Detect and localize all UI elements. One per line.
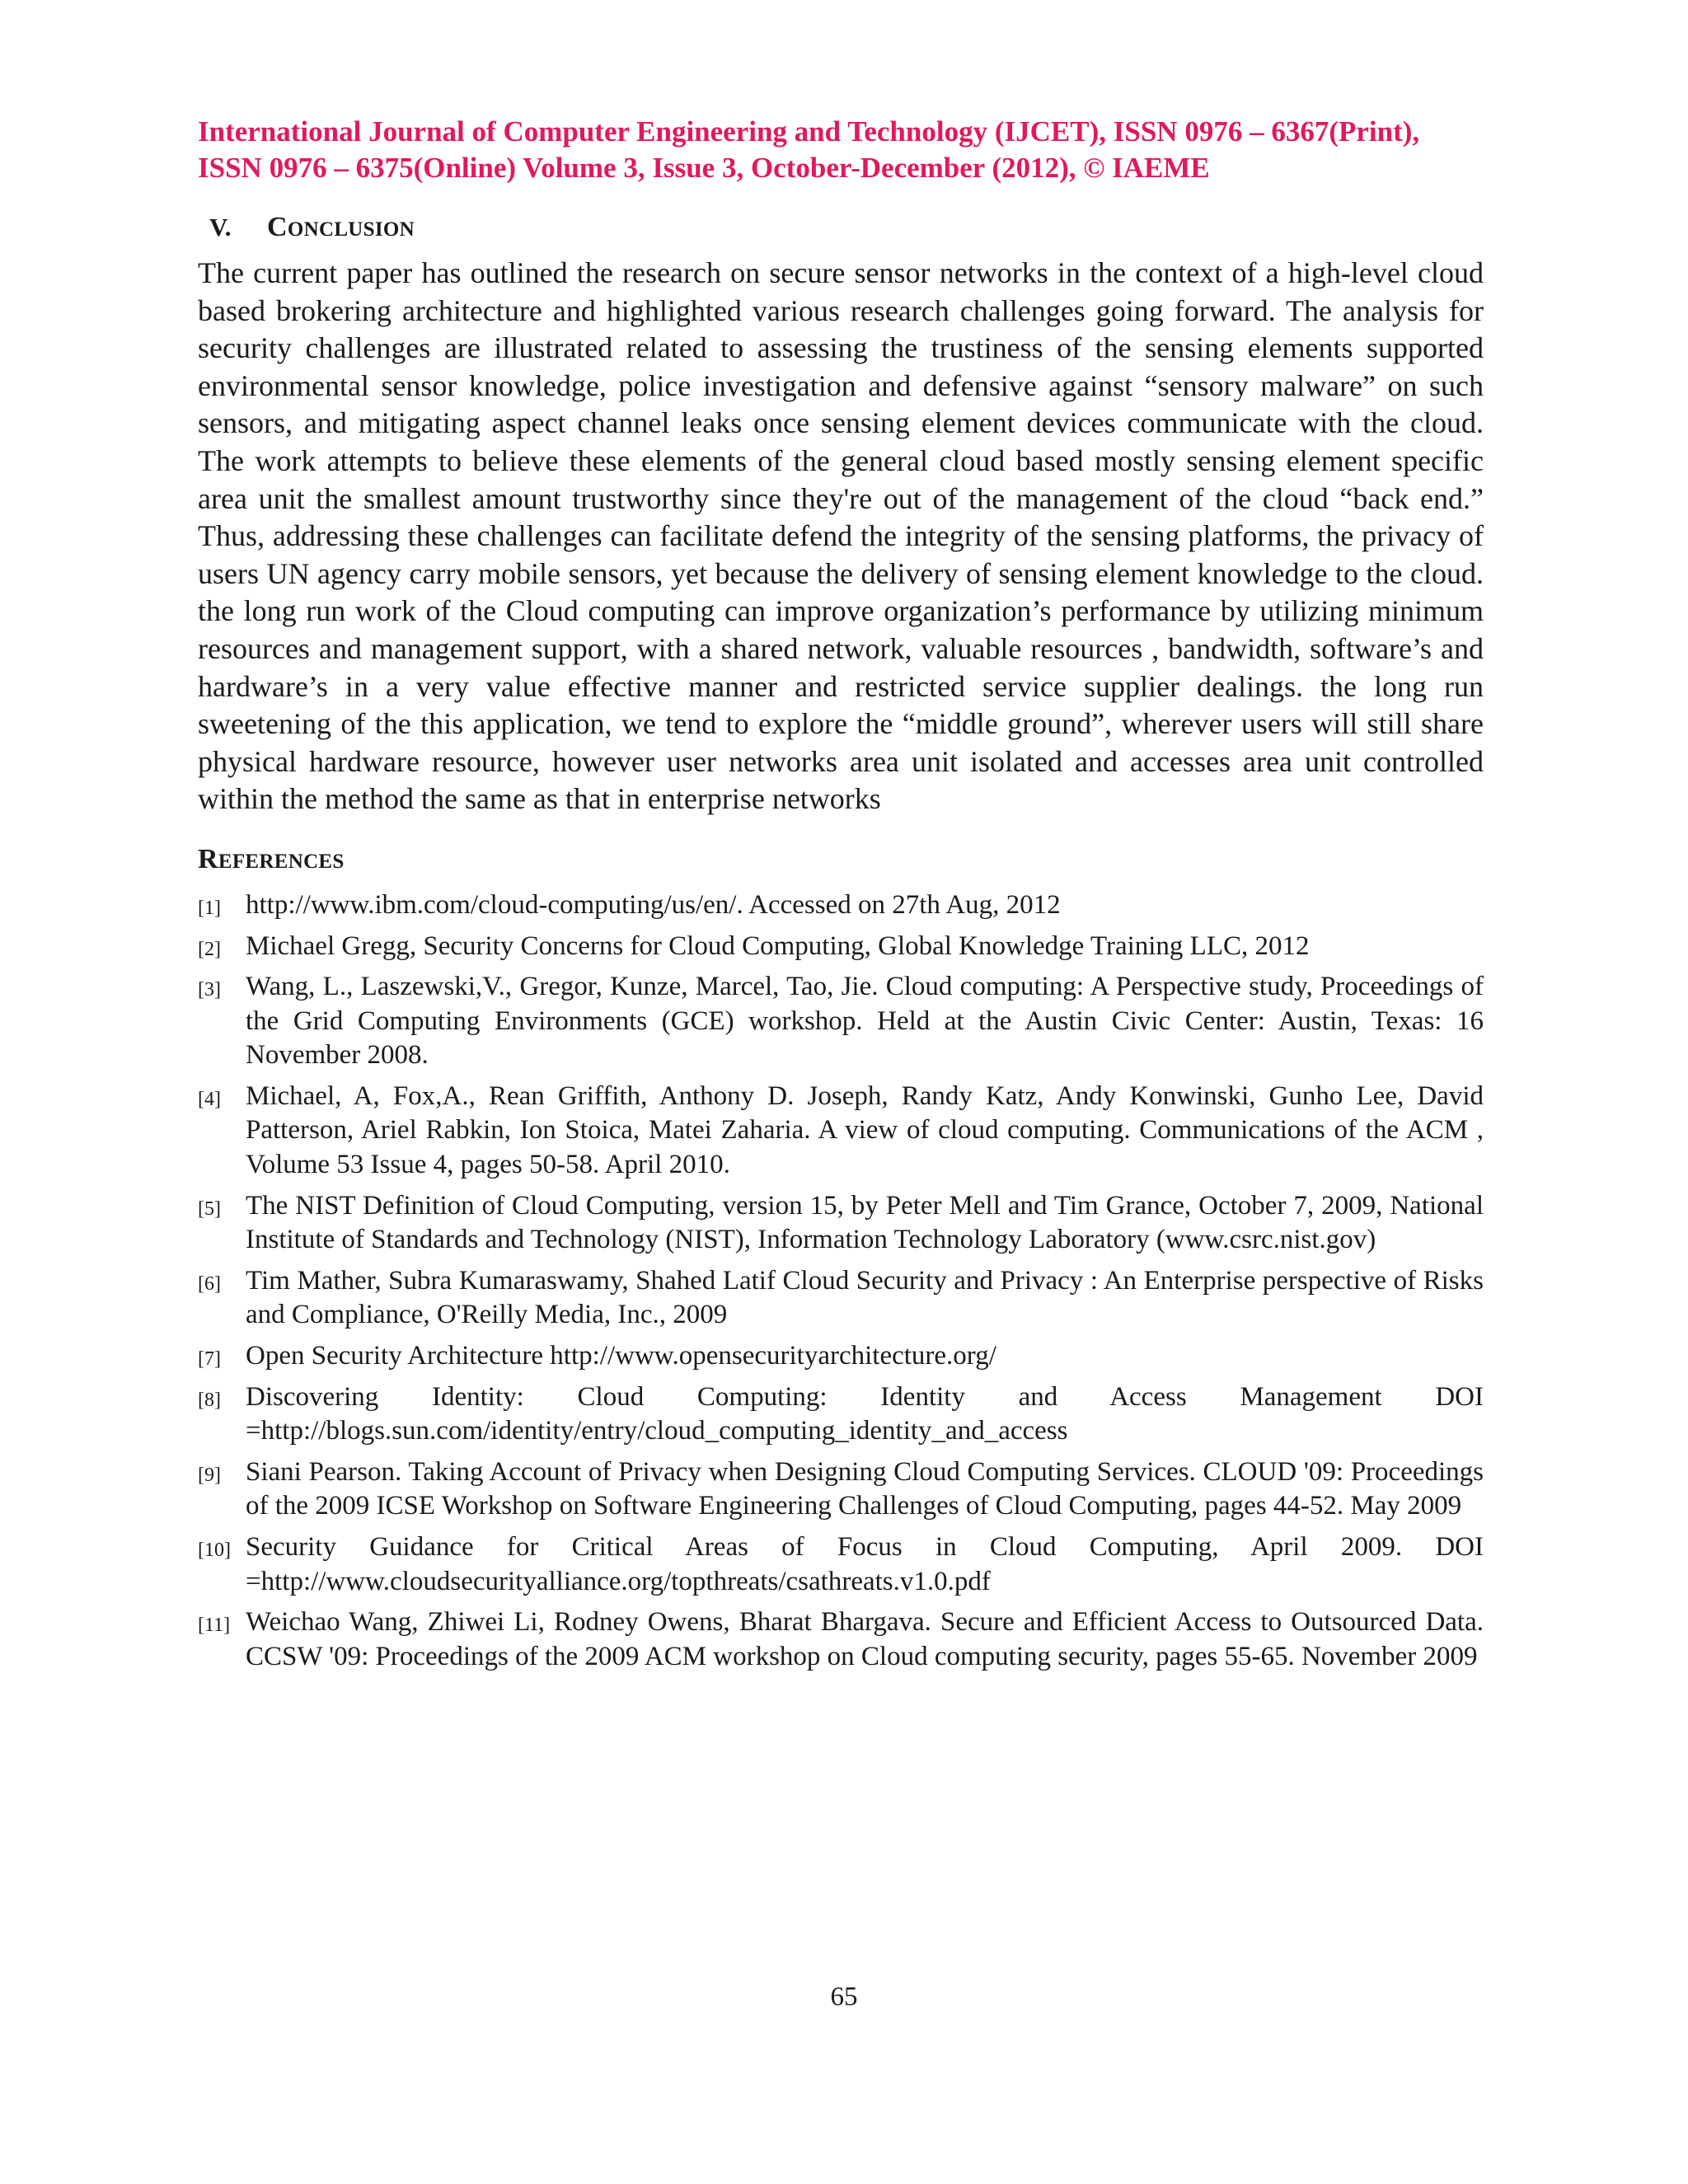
- conclusion-title-initial: C: [267, 212, 288, 242]
- conclusion-body: The current paper has outlined the research on secure sensor networks in the context of a high-level cloud based brokering architecture and highlighted various research challenges going forward. The analysis for security challenges are illustrated related to assessing the trustiness of the sensing elements supported environmental sensor knowledge, police investigation and defensive against “sensory malware” on such sensors, and mitigating aspect channel leaks once sensing element devices communicate with the cloud. The work attempts to believe these elements of the general cloud based mostly sensing element specific area unit the smallest amount trustworthy since they're out of the management of the cloud “back end.” Thus, addressing these challenges can facilitate defend the integrity of the sensing platforms, the privacy of users UN agency carry mobile sensors, yet because the delivery of sensing element knowledge to the cloud. the long run work of the Cloud computing can improve organization’s performance by utilizing minimum resources and management support, with a shared network, valuable resources , bandwidth, software’s and hardware’s in a very value effective manner and restricted service supplier dealings. the long run sweetening of the this application, we tend to explore the “middle ground”, wherever users will still share physical hardware resource, however user networks area unit isolated and accesses area unit controlled within the method the same as that in enterprise networks: [198, 256, 1484, 816]
- reference-item: [198, 1189, 1484, 1258]
- references-title-rest: EFERENCES: [218, 850, 345, 873]
- references-heading: [198, 843, 1484, 879]
- reference-text: Open Security Architecture http://www.opensecurityarchitecture.org/: [246, 1341, 996, 1371]
- journal-header-line-2: ISSN 0976 – 6375(Online) Volume 3, Issue 3, October-December (2012), © IAEME: [198, 152, 1210, 184]
- reference-text: Michael Gregg, Security Concerns for Cloud Computing, Global Knowledge Training LLC, 2012: [246, 930, 1310, 961]
- reference-number: [1]: [198, 897, 221, 919]
- reference-item: [198, 1080, 1484, 1183]
- reference-number: [5]: [198, 1197, 221, 1220]
- reference-item: [198, 1339, 1484, 1374]
- page-number: 65: [830, 1982, 858, 2012]
- journal-header: [198, 114, 1484, 186]
- reference-item: [198, 1455, 1484, 1524]
- reference-text: Siani Pearson. Taking Account of Privacy when Designing Cloud Computing Services. CLOUD '09: Proceedings of the 2009 ICSE Workshop on Software Engineering Challenges of Cloud Computing, pages 44-52. May 2009: [246, 1456, 1484, 1521]
- reference-text: Tim Mather, Subra Kumaraswamy, Shahed Latif Cloud Security and Privacy : An Enterprise perspective of Risks and Compliance, O'Reilly Media, Inc., 2009: [246, 1265, 1484, 1330]
- reference-text: Michael, A, Fox,A., Rean Griffith, Anthony D. Joseph, Randy Katz, Andy Konwinski, Gunho Lee, David Patterson, Ariel Rabkin, Ion Stoica, Matei Zaharia. A view of cloud computing. Communications of the ACM , Volume 53 Issue 4, pages 50-58. April 2010.: [246, 1080, 1484, 1180]
- reference-number: [9]: [198, 1464, 221, 1486]
- reference-text: Wang, L., Laszewski,V., Gregor, Kunze, Marcel, Tao, Jie. Cloud computing: A Perspective study, Proceedings of the Grid Computing Environments (GCE) workshop. Held at the Austin Civic Center: Austin, Texas: 16 November 2008.: [246, 972, 1484, 1071]
- reference-number: [8]: [198, 1389, 221, 1411]
- conclusion-title-rest: ONCLUSION: [287, 218, 415, 241]
- reference-item: [198, 1530, 1484, 1599]
- reference-item: [198, 1264, 1484, 1333]
- reference-number: [6]: [198, 1272, 221, 1295]
- references-title-initial: R: [198, 843, 218, 874]
- reference-item: [198, 1605, 1484, 1674]
- reference-number: [10]: [198, 1540, 231, 1561]
- reference-number: [3]: [198, 979, 221, 1001]
- reference-text: The NIST Definition of Cloud Computing, version 15, by Peter Mell and Tim Grance, October 7, 2009, National Institute of Standards and Technology (NIST), Information Technology Laboratory (www.csrc.nist.gov): [246, 1190, 1484, 1255]
- reference-item: [198, 970, 1484, 1073]
- reference-number: [11]: [198, 1615, 231, 1637]
- reference-text: Weichao Wang, Zhiwei Li, Rodney Owens, Bharat Bhargava. Secure and Efficient Access to Outsourced Data. CCSW '09: Proceedings of the 2009 ACM workshop on Cloud computing security, pages 55-65. November 2009: [246, 1607, 1484, 1671]
- reference-text: Security Guidance for Critical Areas of Focus in Cloud Computing, April 2009. DOI =http://www.cloudsecurityalliance.org/topthreats/csathreats.v1.0.pdf: [246, 1532, 1484, 1596]
- reference-number: [7]: [198, 1348, 221, 1371]
- paper-page: [198, 114, 1484, 1680]
- conclusion-section-number: V.: [209, 213, 232, 241]
- reference-item: [198, 1380, 1484, 1449]
- reference-number: [4]: [198, 1088, 221, 1110]
- reference-number: [2]: [198, 938, 221, 960]
- reference-item: [198, 888, 1484, 923]
- reference-text: http://www.ibm.com/cloud-computing/us/en/. Accessed on 27th Aug, 2012: [246, 889, 1061, 920]
- reference-list: [198, 888, 1484, 1674]
- reference-text: Discovering Identity: Cloud Computing: Identity and Access Management DOI =http://blogs.sun.com/identity/entry/cloud_computing_identity_and_access: [246, 1381, 1484, 1446]
- reference-item: [198, 930, 1484, 964]
- journal-header-line-1: International Journal of Computer Engineering and Technology (IJCET), ISSN 0976 – 6367(Print),: [198, 115, 1420, 148]
- conclusion-heading: [209, 211, 1484, 246]
